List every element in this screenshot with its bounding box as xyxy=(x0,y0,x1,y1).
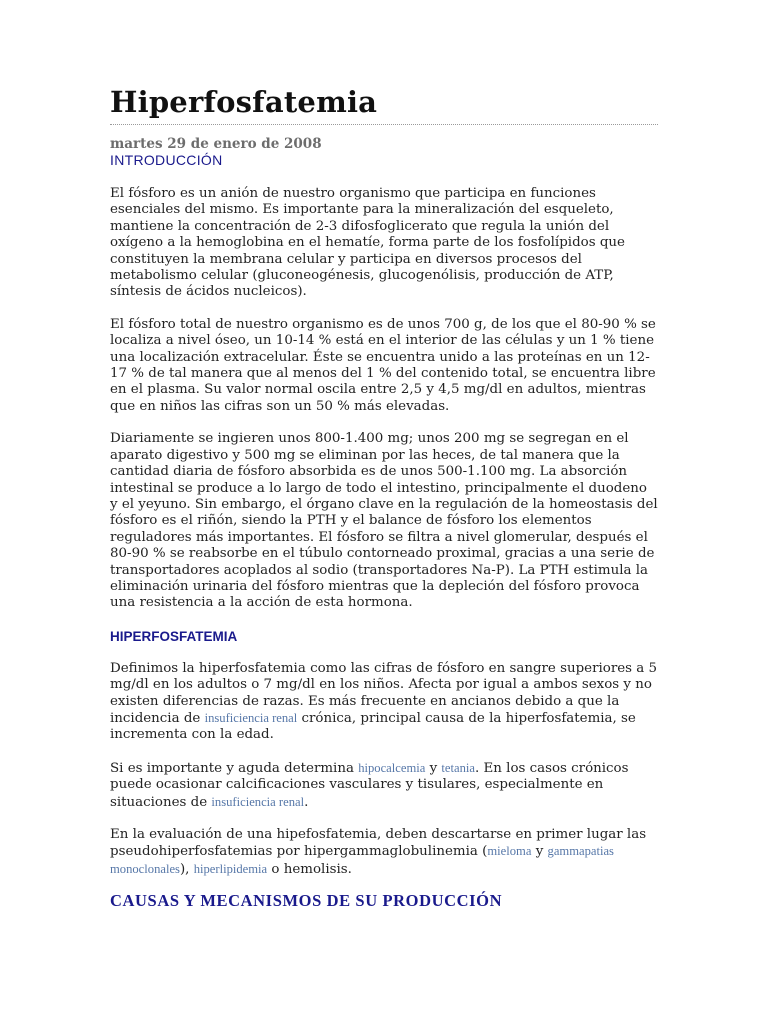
paragraph-text: y xyxy=(531,844,548,860)
link-insuficiencia-renal-2[interactable]: insuficiencia renal xyxy=(211,794,305,809)
paragraph-6 xyxy=(110,827,658,878)
post-date: martes 29 de enero de 2008 xyxy=(110,136,322,152)
link-hipocalcemia[interactable]: hipocalcemia xyxy=(358,760,426,775)
paragraph-text: . xyxy=(304,794,309,810)
paragraph-text: En la evaluación de una hipefosfatemia, deben descartarse en primer lugar las pseudohiperfosfatemias por hipergammaglobulinemia ( xyxy=(110,827,647,860)
page-title: Hiperfosfatemia xyxy=(110,85,378,119)
link-gammapatias-monoclonales[interactable]: gammapatias monoclonales xyxy=(110,844,614,876)
section-heading-hiperfosfatemia: HIPERFOSFATEMIA xyxy=(110,628,238,644)
paragraph-text: o hemolisis. xyxy=(267,861,352,877)
link-mieloma[interactable]: mieloma xyxy=(487,844,532,859)
link-insuficiencia-renal[interactable]: insuficiencia renal xyxy=(204,710,298,725)
paragraph-2: El fósforo total de nuestro organismo es de unos 700 g, de los que el 80-90 % se localiza a nivel óseo, un 10-14 % está en el interior de las células y un 1 % tiene una localización extracelular. Éste se encuentra unido a las proteínas en un 12-17 % de tal manera que al menos del 1 % del contenido total, se encuentra libre en el plasma. Su valor normal oscila entre 2,5 y 4,5 mg/dl en adultos, mientras que en niños las cifras son un 50 % más elevadas. xyxy=(110,316,656,414)
title-divider xyxy=(110,124,658,125)
link-hiperlipidemia[interactable]: hiperlipidemia xyxy=(193,861,268,876)
paragraph-text: Definimos la hiperfosfatemia como las cifras de fósforo en sangre superiores a 5 mg/dl en los adultos o 7 mg/dl en los niños. Afecta por igual a ambos sexos y no existen diferencias de razas. Es más frecuente en ancianos debido a que la incidencia de xyxy=(110,660,658,726)
paragraph-text: y xyxy=(425,760,442,776)
paragraph-5 xyxy=(110,760,658,811)
paragraph-1: El fósforo es un anión de nuestro organismo que participa en funciones esenciales del mismo. Es importante para la mineralización del esqueleto, mantiene la concentración de 2-3 difosfoglicerato que regula la unión del oxígeno a la hemoglobina en el hematíe, forma parte de los fosfolípidos que constituyen la membrana celular y participa en diversos procesos del metabolismo celular (gluconeogénesis, glucogenólisis, producción de ATP, síntesis de ácidos nucleicos). xyxy=(110,186,625,300)
paragraph-3: Diariamente se ingieren unos 800-1.400 mg; unos 200 mg se segregan en el aparato digestivo y 500 mg se eliminan por las heces, de tal manera que la cantidad diaria de fósforo absorbida es de unos 500-1.100 mg. La absorción intestinal se produce a lo largo de todo el intestino, principalmente el duodeno y el yeyuno. Sin embargo, el órgano clave en la regulación de la homeostasis del fósforo es el riñón, siendo la PTH y el balance de fósforo los elementos reguladores más importantes. El fósforo se filtra a nivel glomerular, después el 80-90 % se reabsorbe en el túbulo contorneado proximal, gracias a una serie de transportadores acoplados al sodio (transportadores Na-P). La PTH estimula la eliminación urinaria del fósforo mientras que la depleción del fósforo provoca una resistencia a la acción de esta hormona. xyxy=(110,431,658,611)
paragraph-text: Si es importante y aguda determina xyxy=(110,760,359,776)
intro-heading: INTRODUCCIÓN xyxy=(110,152,223,168)
paragraph-text: . En los casos crónicos puede ocasionar calcificaciones vasculares y tisulares, especialmente en situaciones de xyxy=(110,760,629,810)
paragraph-text: ), xyxy=(179,861,194,877)
paragraph-4 xyxy=(110,661,658,744)
section-heading-causas: CAUSAS Y MECANISMOS DE SU PRODUCCIÓN xyxy=(110,891,503,911)
paragraph-text: crónica, principal causa de la hiperfosfatemia, se incrementa con la edad. xyxy=(110,710,636,743)
document-page xyxy=(110,82,658,911)
link-tetania[interactable]: tetania xyxy=(441,760,475,775)
